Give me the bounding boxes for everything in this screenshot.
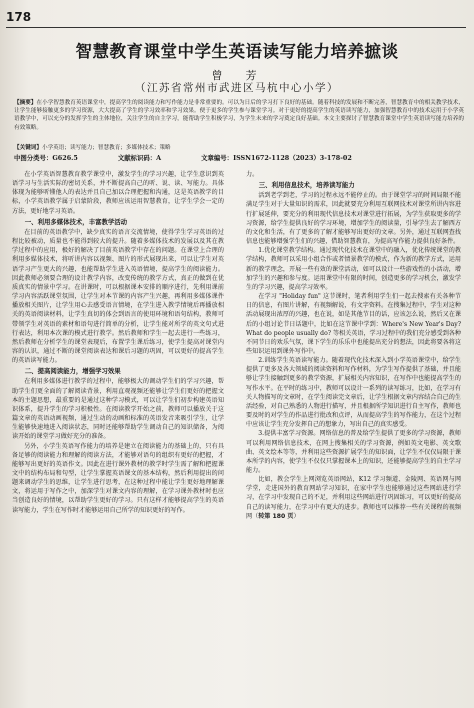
article-number: 文章编号：ISSN1672-1128（2023）3-178-02 <box>201 154 352 162</box>
abstract <box>14 99 464 132</box>
document-code: 文献标识码：A <box>117 154 162 162</box>
clc-number: 中图分类号：G626.5 <box>14 154 78 162</box>
page-number: 178 <box>6 10 32 24</box>
abstract-label: 【摘要】 <box>14 100 37 106</box>
author-name: 曾 芳 <box>211 69 263 82</box>
section-heading: 一、利用多媒体技术，丰富教学活动 <box>24 217 128 226</box>
continued-note: 转第 180 页 <box>258 512 294 520</box>
section-heading: 三、利用信息技术，培养读写能力 <box>258 181 355 190</box>
body-column-left <box>12 170 224 515</box>
paragraph: 在学习 "Holiday fun" 这节课时，笔者利用学生们一起去搜索有关各种节日的信息，有图片讲解，有视频解说，有文字资料。在搜集过程中，学生对这种活动展现出浓厚的兴趣，也在说，如是其他节目的话，应该怎么说，然后又在课后的小组讨论节日话题中，比如在这节课中学到：Where's New Year's Day? What do people usually do? 等相关英语，学习过程中的我们充分感受到各种不同节日的欢乐气氛，课下学生的乐乐中也能提出充分的想法，因此将要各将这些知识运用到课外写作中。 <box>246 293 461 355</box>
body-column-right <box>246 170 461 521</box>
paragraph: 活到老学到老，学习的过程永远不能停止的。由于课堂学习的时间局限不能满足学生对于大量知识的需求，因此就要充分利用互联网技术对课堂所讲内容进行扩展延伸，要充分的利用现代信息技术对课堂进行拓展，为学生获取更多的学习资源，给学生提供良好的学习环境，增加学生的阅读量，引导学生去了解西方的文化和生活，有了更多的了解才能够写出更好的文章。另外，通过互联网查找信息也能够增强学生们的兴趣，借助智慧教育，为提高写作能力提供良好条件。 <box>246 192 461 246</box>
author-affiliation: （江苏省常州市武进区马杭中心小学） <box>135 82 339 94</box>
paragraph: 比如，教会学生上网浏览英语网站，K12 学习频道、金陵网、英语网与网学堂，走进国外的教育网站学习知识，在家中学生也能够通过这些网站进行学习，在学习中发现自己的不足，并利用这些网站进行巩固练习，可以更好的提高自己的读写能力，在学习中有更大的进步。教师也可以推荐一些有关课程的视频网（转第 180 页） <box>246 476 461 520</box>
paragraph: 在利用多媒体进行教学的过程中，能够极大的调动学生们的学习兴趣，帮助学生们更全面的了解阅读背景，利用直观视频还能够让学生们更好的把握文本的主题思想，最重要的是通过这种学习模式，可以让学生们初步构建英语知识体系，提升学生的学习积极性。在阅读教学开始之前，教师可以播放关于这篇文章的英语动画视频，通过生动的动画和标准的英语发音来吸引学生，让学生能够快速地进入阅读状态，同时还能够帮助学生调动自己的知识储备，为阅读开始的课堂学习做好充分的准备。 <box>12 378 224 441</box>
paragraph: 1.优化课堂教学结构。通过现代化技术在课堂中的融入，优化传统课堂的教学结构，教师可以采用小组合作或者情景教学的模式，作为新的教学方式，运用新的教学理念，开展一些有效的课堂活动，如可以设计一些游戏性的小活动，增加学生的兴趣和参与度。运用课堂中有限的时间，创造更多的学习机会，激发学生的学习兴趣，提高学习效率。 <box>246 247 461 291</box>
paragraph-text: 比如，教会学生上网浏览英语网站，K12 学习频道、金陵网、英语网与网学堂，走进国外的教育网站学习知识，在家中学生也能够通过这些网站进行学习，在学习中发现自己的不足，并利用这些网站进行巩固练习，可以更好的提高自己的读写能力，在学习中有更大的进步。教师也可以推荐一些有关课程的视频网（ <box>246 476 461 520</box>
article-title: 智慧教育课堂中学生英语读写能力培养摭谈 <box>75 42 399 61</box>
paragraph: 另外，小学生英语写作能力的培养是建立在阅读能力的基础上的，只有具备足够的阅读能力和理解的阅读方法，才能够对语句的组织有更好的把握，才能够写出更好的英语作文。因此在进行课外教材的教学时学生需了解和把握课文中的结构布局和句型，让学生掌握英语课文的基本结构，然后利用提出的问题来调动学生的思维，让学生进行思考，在这种过程中能让学生更好地理解课文，将运用于写作之中，加深学生对课文内容的理解，在学习课外教材时也应当创造良好的情境，以帮助学生更好的学习。只有这样才能够提高学生的英语读写能力，学生在写作时才能够运用自己所学的知识更好的写作。 <box>12 442 224 514</box>
abstract-text: 在小学智慧教育英语课堂中，提高学生的阅读能力和写作能力是非常重要的。可以为日后的学习打下良好的基础。随着科技的发展和不断完善，智慧教育中的相关教学技术，让学生能够接触更多的学习资源，大大提高了学生的学习效率和学习效果。便于更多的学生参与课堂学习。对于更好的提高学生的英语读写能力，加强智慧教育中的技术运用于小学英语教学中，可以充分的发挥学生的主体地位，关注学生的自主学习，能帮助学生积极学习，为学生未来的学习奠定良好基础。本文主要探讨了智慧教育课堂中学生英语读写能力培养的有效策略。 <box>14 100 464 131</box>
section-heading: 二、提高阅读能力，增强学习效果 <box>24 367 121 376</box>
keywords-text: 小学英语；读写能力；智慧教育；多媒体技术；策略 <box>41 145 171 151</box>
keywords-label: 【关键词】 <box>14 145 42 151</box>
keywords <box>14 144 464 152</box>
header-rule <box>6 27 466 28</box>
paragraph: 3.提供丰富学习资源。网络信息的普及给学生提供了更多的学习资源，教师可以利用网络信息技术，在网上搜集相关的学习资源，例如英文电影、英文歌曲、英文绘本等等，并利用这些资源扩展学生的知识面，让学生不仅仅局限于课本所学的内容，使学生不仅仅只掌握课本上的知识，还能够提高学生的自主学习能力。 <box>246 430 461 474</box>
paragraph: 在目前的英语教学中，缺少真实的语言交流情境，使得学生学习英语的过程比较被动，质量也不能得到较大的提升。随着多媒体技术的发展以及其在教学过程中的应用，极好的解决了目前英语教学中存在的问题。在课堂上合理的利用多媒体技术，将听讲内容以视频、图片的形式展现出来，可以让学生对英语学习产生更大的兴趣，也能帮助学生进入英语情境，提高学生的阅读能力。因此教师必须要合理的设计教学内容，改变传统的教学方式，真正的做到在优质真实的情景中学习。在讲课时，可以根据课本安排的顺序进行，先利用课前学习内容活跃课堂氛围，让学生对本节课的内容产生兴趣，再利用多媒体课件播放相关图片，让学生用心去感受语言情境，在学生进入教学情境后再播放相关的英语阅读材料，让学生真切的体会到语言的使用环境和语句结构，教师可带领学生对英语的素材和语句进行简单的分析，让学生能对所学的英文句式进行表达，利用本次课的模式进行教学。然后教师和学生一起去进行一些练习，然后教师在分析学生的课堂表现后，布置学生课后练习，使学生提高对课堂内容的认识，通过不断的课堂阅读表达和课后习题的巩固，可以更好的提高学生的英语读写能力。 <box>12 228 224 365</box>
paragraph: 在小学英语智慧教育教学课堂中，激发学生的学习兴趣，让学生意识到英语学习与生活实际的密切关系，并不断提高自己的听、说、读、写能力。具体体现为能够听懂他人的表达并且自己加以合理把握和沟通，这是英语教学的目标，小学英语教学属于启蒙阶段，教师应该运用智慧教育，让学生学会一定的方法，更好地学习英语。 <box>12 171 224 215</box>
article-metadata <box>14 154 464 163</box>
paragraph: 力。 <box>246 171 259 178</box>
paragraph: 2.训练学生英语读写能力。随着现代化技术深入到小学英语课堂中，给学生提供了更多及各大领域的阅读资料和写作材料，为学生写作提供了基础，并且能够让学生接触到更多的教学资源，扩展相关内容知识，在写作中也能提高学生的写作水平。在平时的练习中，教师可以设计一系列的读写练习，比如，在学习有关人物描写的文章时，在学生阅读完文章后，让学生根据文章内容结合自己的生活经验，对自己熟悉的人物进行描写，并且根据所学知识进行自主写作，教师也要及时的对学生的作品进行批改和点评，从而提高学生的写作能力，在这个过程中应该让学生充分发挥自己的想象力，写出自己的真实感受。 <box>246 357 461 429</box>
